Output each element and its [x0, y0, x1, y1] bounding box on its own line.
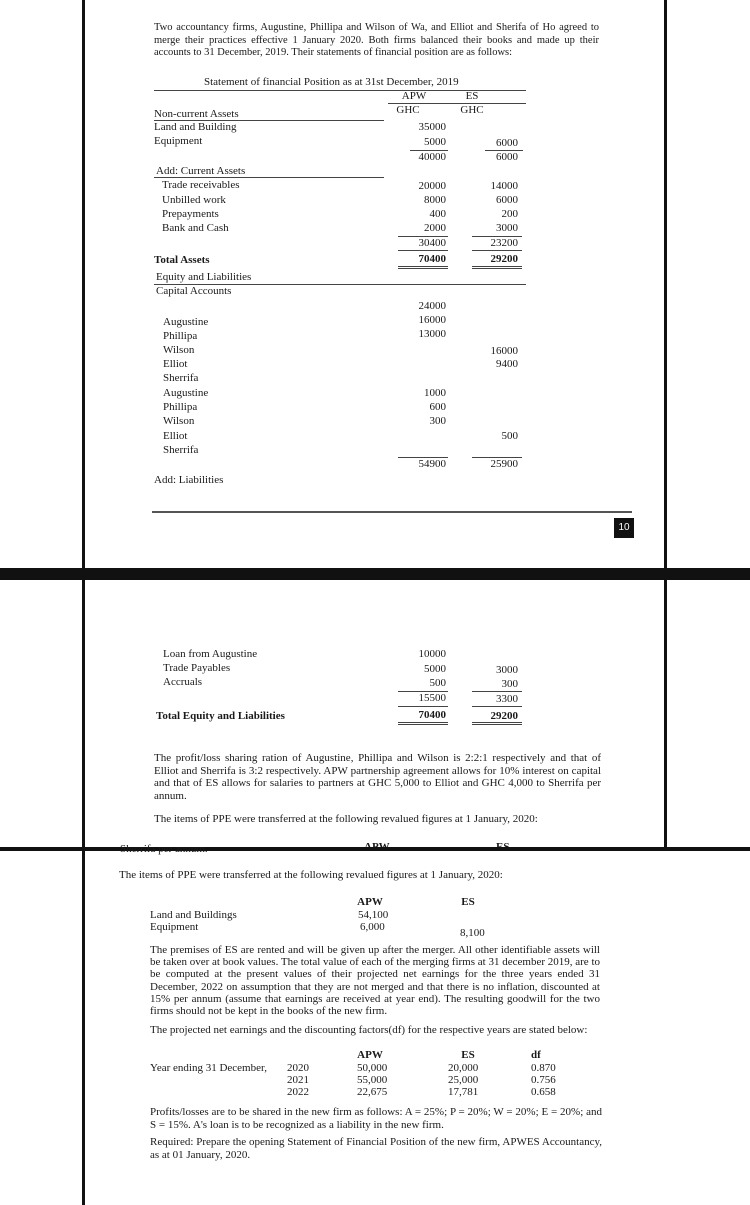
ppe-revalued-paragraph: The items of PPE were transferred at the following revalued figures at 1 January, 2020: [119, 869, 503, 881]
equipment-es: 8,100 [460, 927, 485, 939]
ca-total-es: 23200 [490, 237, 518, 249]
total-assets-label: Total Assets [154, 254, 210, 266]
bank-cash-es: 3000 [496, 222, 518, 234]
prepayments-es: 200 [501, 208, 518, 220]
valuation-paragraph: The premises of ES are rented and will be given up after the merger. All other identifiable assets will be taken over at book values. The total value of each of the merging firms at 31 december 2019, are to be computed at the present values of their projected net earnings for the three years ended 31 December, 2022 on assumption that they are not merged and that there is no inflation, discounted at 15% per annum (assume that earnings are received at year end). The resulting goodwill for the two firms should not be kept in the books of the new firm. [150, 944, 600, 1018]
partner-phillipa-current: Phillipa [163, 401, 198, 413]
rule [398, 268, 448, 269]
bank-cash-apw: 2000 [424, 222, 446, 234]
equipment-label: Equipment [154, 135, 203, 147]
rule [472, 724, 522, 725]
year-ending-label: Year ending 31 December, [150, 1062, 267, 1074]
land-label: Land and Building [154, 121, 237, 133]
page-right-border [664, 0, 667, 568]
rule [472, 722, 522, 723]
total-equity-liabilities-apw: 70400 [418, 709, 446, 721]
prepayments-apw: 400 [429, 208, 446, 220]
df-2: 0.756 [531, 1074, 556, 1086]
unbilled-work-label: Unbilled work [162, 194, 226, 206]
trade-receivables-label: Trade receivables [162, 179, 240, 191]
capital-accounts-heading: Capital Accounts [156, 285, 232, 297]
profit-sharing-new-firm-paragraph: Profits/losses are to be shared in the new firm as follows: A = 25%; P = 20%; W = 20%; E = 20%; and S = 15%. A's loan is to be recognized as a liability in the new firm. [150, 1106, 602, 1131]
liabilities-total-apw: 15500 [418, 692, 446, 704]
rule [154, 177, 384, 178]
trade-payables-label: Trade Payables [163, 662, 231, 674]
trade-receivables-apw: 20000 [418, 180, 446, 192]
rule [472, 250, 522, 251]
apw-earnings-2: 55,000 [357, 1074, 388, 1086]
liabilities-heading: Add: Liabilities [154, 474, 224, 486]
page-left-border [82, 851, 85, 1205]
land-apw: 35000 [418, 121, 446, 133]
currency-es: GHC [460, 104, 484, 116]
current-apw-3: 300 [429, 415, 446, 427]
partner-sherrifa: Sherrifa [163, 372, 199, 384]
rule [398, 722, 448, 723]
equipment-apw: 5000 [424, 136, 446, 148]
bank-cash-label: Bank and Cash [162, 222, 229, 234]
col-header-apw: APW [357, 896, 383, 908]
capital-es-2: 9400 [496, 358, 518, 370]
year-1: 2020 [287, 1062, 309, 1074]
total-equity-liabilities-es: 29200 [490, 710, 518, 722]
page-separator-2 [0, 847, 750, 851]
es-earnings-1: 20,000 [448, 1062, 479, 1074]
accruals-apw: 500 [429, 677, 446, 689]
current-apw-1: 1000 [424, 387, 446, 399]
liabilities-total-es: 3300 [496, 693, 518, 705]
partner-augustine: Augustine [163, 316, 209, 328]
cut-off-text: Sherrifa per annum. [120, 843, 208, 855]
partner-wilson: Wilson [163, 344, 195, 356]
profit-sharing-paragraph: The profit/loss sharing ration of Augustine, Phillipa and Wilson is 2:2:1 respectively and that of Elliot and Sherrifa is 3:2 respectively. APW partnership agreement allows for 10% interest on capital and that of ES allows for salaries to partners at GHC 5,000 to Elliot and GHC 4,000 to Sherrifa per annum. [154, 752, 601, 802]
cut-off-text-strip [120, 843, 240, 857]
accruals-label: Accruals [163, 676, 203, 688]
capital-es-1: 16000 [490, 345, 518, 357]
col-header-es: ES [465, 90, 479, 102]
trade-receivables-es: 14000 [490, 180, 518, 192]
capital-apw-2: 16000 [418, 314, 446, 326]
rule [398, 724, 448, 725]
equipment-label: Equipment [150, 921, 199, 933]
page-right-border [664, 580, 667, 850]
rule [472, 266, 522, 267]
partner-wilson-current: Wilson [163, 415, 195, 427]
rule [472, 706, 522, 707]
equity-liabilities-heading: Equity and Liabilities [156, 271, 252, 283]
trade-payables-apw: 5000 [424, 663, 446, 675]
page-footer-rule [152, 511, 632, 513]
apw-earnings-1: 50,000 [357, 1062, 388, 1074]
projected-earnings-paragraph: The projected net earnings and the discounting factors(df) for the respective years are stated below: [150, 1024, 588, 1036]
year-3: 2022 [287, 1086, 309, 1098]
rule [398, 706, 448, 707]
current-assets-heading: Add: Current Assets [156, 165, 246, 177]
current-es-1: 500 [501, 430, 518, 442]
equity-total-apw: 54900 [418, 458, 446, 470]
col-header-es: ES [461, 896, 475, 908]
ppe-revalued-paragraph: The items of PPE were transferred at the following revalued figures at 1 January, 2020: [154, 813, 538, 825]
currency-apw: GHC [396, 104, 420, 116]
partner-elliot: Elliot [163, 358, 188, 370]
unbilled-work-es: 6000 [496, 194, 518, 206]
required-paragraph: Required: Prepare the opening Statement of Financial Position of the new firm, APWES Accountancy, as at 01 January, 2020. [150, 1136, 602, 1161]
col-header-apw: APW [401, 90, 427, 102]
page-number: 10 [614, 518, 634, 538]
equipment-apw: 6,000 [360, 921, 385, 933]
intro-paragraph: Two accountancy firms, Augustine, Phillipa and Wilson of Wa, and Elliot and Sherifa of Ho agreed to merge their practices effective 1 January 2020. Both firms balanced their books and made up their accounts to 31 December, 2019. Their statements of financial position are as follows: [154, 22, 599, 58]
unbilled-work-apw: 8000 [424, 194, 446, 206]
es-earnings-3: 17,781 [448, 1086, 479, 1098]
rule [472, 268, 522, 269]
partner-augustine-current: Augustine [163, 387, 209, 399]
table-header-df: df [531, 1049, 541, 1061]
partner-phillipa: Phillipa [163, 330, 198, 342]
trade-payables-es: 3000 [496, 664, 518, 676]
rule [398, 266, 448, 267]
page-left-border [82, 0, 85, 568]
loan-apw: 10000 [418, 648, 446, 660]
nca-total-es: 6000 [496, 151, 518, 163]
page-left-border [82, 580, 85, 850]
ca-total-apw: 30400 [418, 237, 446, 249]
df-1: 0.870 [531, 1062, 556, 1074]
statement-title: Statement of financial Position as at 31st December, 2019 [204, 76, 459, 88]
table-header-es: ES [461, 1049, 475, 1061]
total-assets-es: 29200 [490, 253, 518, 265]
total-assets-apw: 70400 [418, 253, 446, 265]
apw-earnings-3: 22,675 [357, 1086, 388, 1098]
year-2: 2021 [287, 1074, 309, 1086]
capital-apw-3: 13000 [418, 328, 446, 340]
df-3: 0.658 [531, 1086, 556, 1098]
nca-total-apw: 40000 [418, 151, 446, 163]
noncurrent-assets-heading: Non-current Assets [154, 108, 239, 120]
equity-total-es: 25900 [490, 458, 518, 470]
loan-label: Loan from Augustine [163, 648, 258, 660]
rule [472, 691, 522, 692]
prepayments-label: Prepayments [162, 208, 219, 220]
capital-apw-1: 24000 [418, 300, 446, 312]
es-earnings-2: 25,000 [448, 1074, 479, 1086]
rule [398, 250, 448, 251]
table-header-apw: APW [357, 1049, 383, 1061]
current-apw-2: 600 [429, 401, 446, 413]
total-equity-liabilities-label: Total Equity and Liabilities [156, 710, 285, 722]
accruals-es: 300 [501, 678, 518, 690]
land-buildings-label: Land and Buildings [150, 909, 237, 921]
equipment-es: 6000 [496, 137, 518, 149]
partner-sherrifa-current: Sherrifa [163, 444, 199, 456]
partner-elliot-current: Elliot [163, 430, 188, 442]
land-buildings-apw: 54,100 [358, 909, 389, 921]
page-separator-1 [0, 568, 750, 580]
